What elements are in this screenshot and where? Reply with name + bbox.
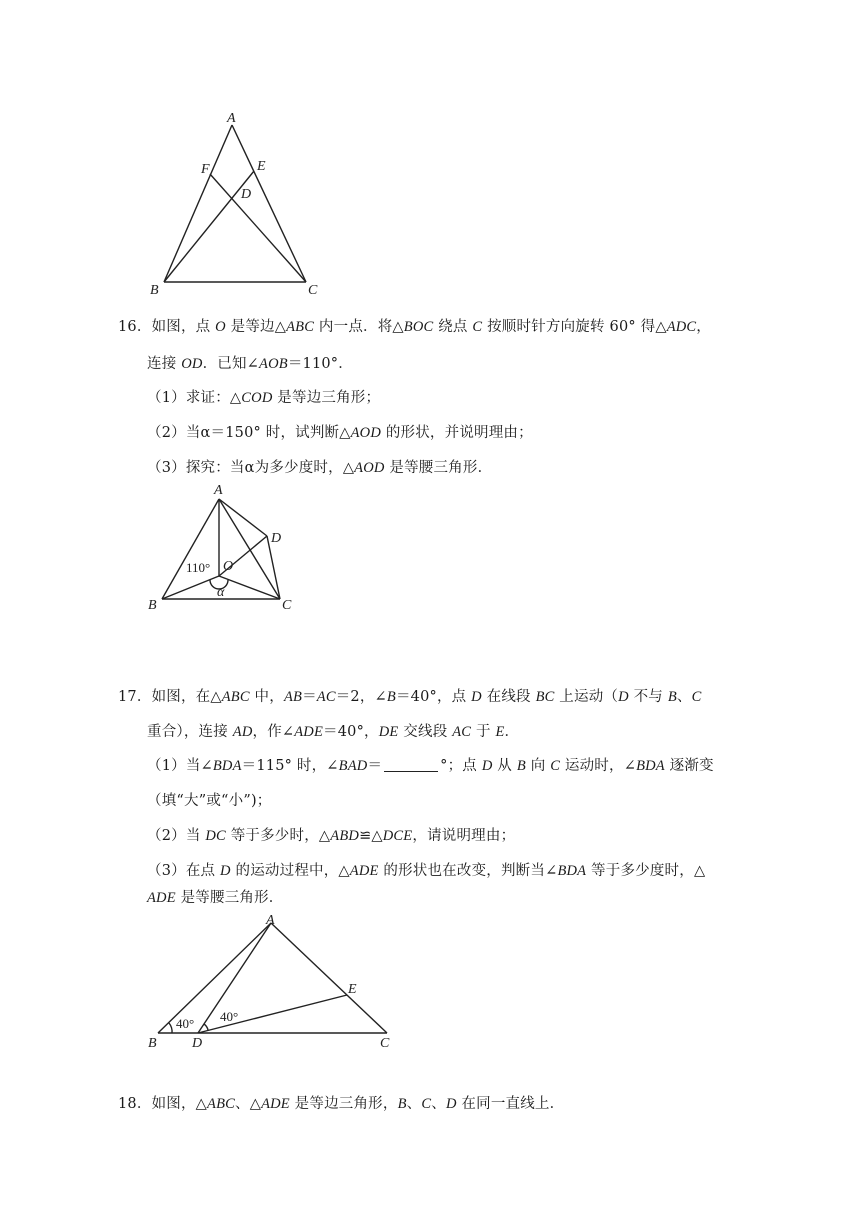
figure-problem17 [140,912,410,1052]
label-F: F [201,162,210,177]
problem17-q1-line2: （填“大”或“小”)； [147,793,272,809]
svg-text:40°: 40° [176,1016,195,1031]
problem17-q2: （2）当 DC 等于多少时，△ABD≌△DCE，请说明理由； [147,828,516,844]
problem16-q2: （2）当α＝150° 时，试判断△AOD 的形状，并说明理由； [147,425,533,441]
svg-text:C: C [380,1036,390,1051]
problem17-q1: （1）当∠BDA＝115° 时，∠BAD＝ °；点 D 从 B 向 C 运动时，∠BDA 逐渐变 [147,758,714,774]
svg-text:A: A [266,913,275,928]
label-A: A [227,111,236,126]
segment-ac [232,125,306,282]
problem16-q3: （3）探究：当α为多少度时，△AOD 是等腰三角形． [147,460,493,476]
problem17-line2: 重合），连接 AD，作∠ADE＝40°，DE 交线段 AC 于 E． [147,724,520,740]
svg-text:D: D [192,1036,203,1051]
label-E: E [257,159,266,174]
segment-cf [210,174,306,282]
svg-text:B: B [148,598,157,613]
label-C: C [308,283,318,298]
answer-blank[interactable] [384,757,438,772]
svg-text:B: B [148,1036,157,1051]
svg-text:E: E [348,982,357,997]
svg-text:110°: 110° [186,560,211,575]
problem17-q3: （3）在点 D 的运动过程中，△ADE 的形状也在改变，判断当∠BDA 等于多少度时，△ [147,863,706,879]
figure-problem16 [140,478,310,613]
problem18-line1: 18．如图，△ABC、△ADE 是等边三角形，B、C、D 在同一直线上． [118,1096,565,1112]
svg-text:40°: 40° [220,1009,239,1024]
label-B: B [150,283,159,298]
svg-text:O: O [223,559,234,574]
problem17-line1: 17．如图，在△ABC 中，AB＝AC＝2，∠B＝40°，点 D 在线段 BC 上运动（D 不与 B、C [118,689,702,705]
svg-text:α: α [217,585,225,600]
problem16-line1: 16．如图，点 O 是等边△ABC 内一点．将△BOC 绕点 C 按顺时针方向旋转 60° 得△ADC， [118,319,711,335]
svg-text:A: A [214,483,223,498]
problem16-q1: （1）求证：△COD 是等边三角形； [147,390,381,406]
label-D: D [241,187,252,202]
segment-ab [164,125,232,282]
svg-text:D: D [271,531,282,546]
figure-triangle-abc-fed [140,108,330,300]
svg-text:C: C [282,598,292,613]
problem16-line2: 连接 OD．已知∠AOB＝110°． [147,356,353,372]
problem17-q3-line2: ADE 是等腰三角形． [147,890,284,906]
